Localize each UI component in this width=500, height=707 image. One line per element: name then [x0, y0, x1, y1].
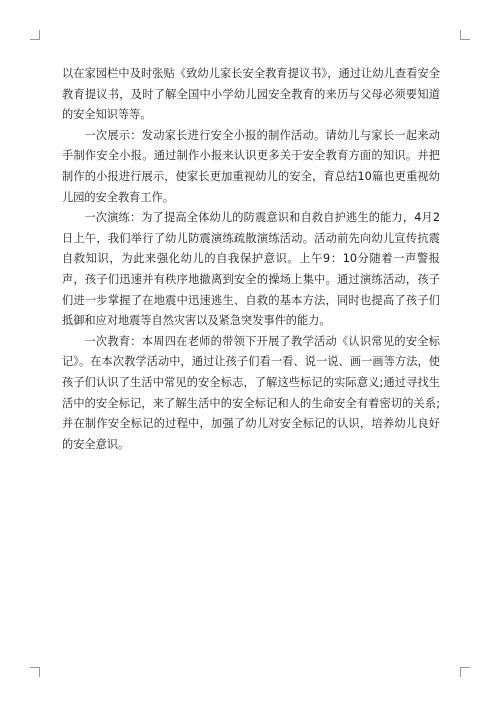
crop-mark-top-right — [460, 30, 470, 40]
paragraph-education: 一次教育：本周四在老师的带领下开展了教学活动《认识常见的安全标记》。在本次教学活动中，通过让孩子们看一看、说一说、画一画等方法，使孩子们认识了生活中常见的安全标志，了解这些标记的实际意义;通过寻找生活中的安全标记，来了解生活中的安全标记和人的生命安全有着密切的关系;并在制作安全标记的过程中，加强了幼儿对安全标记的认识，培养幼儿良好的安全意识。 — [62, 334, 440, 451]
paragraph-proposal-letter: 以在家园栏中及时张贴《致幼儿家长安全教育提议书》，通过让幼儿查看安全教育提议书，及时了解全国中小学幼儿园安全教育的来历与父母必须要知道的安全知识等等。 — [62, 67, 440, 122]
paragraph-exhibition: 一次展示：发动家长进行安全小报的制作活动。请幼儿与家长一起来动手制作安全小报。通过制作小报来认识更多关于安全教育方面的知识。并把制作的小报进行展示，使家长更加重视幼儿的安全，育总结10篇也更重视幼儿园的安全教育工作。 — [62, 128, 440, 204]
crop-mark-top-left — [30, 30, 40, 40]
crop-mark-bottom-left — [30, 667, 40, 677]
crop-mark-bottom-right — [460, 667, 470, 677]
document-body — [62, 64, 440, 455]
paragraph-drill: 一次演练：为了提高全体幼儿的防震意识和自救自护逃生的能力，4月2日上午，我们举行了幼儿防震演练疏散演练活动。活动前先向幼儿宣传抗震自救知识，为此来强化幼儿的自我保护意识。上午9：10分随着一声警报声，孩子们迅速并有秩序地撤离到安全的操场上集中。通过演练活动，孩子们进一步掌握了在地震中迅速逃生、自救的基本方法，同时也提高了孩子们抵御和应对地震等自然灾害以及紧急突发事件的能力。 — [62, 211, 440, 328]
